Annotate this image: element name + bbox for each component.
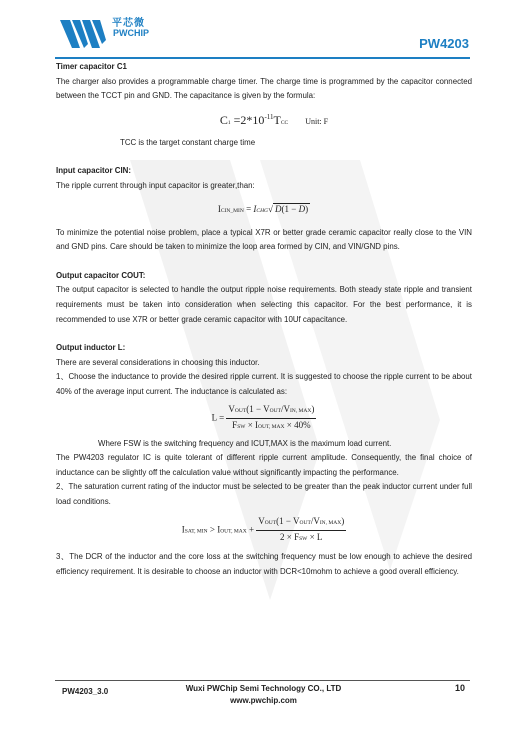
inductor-item-2: 2、The saturation current rating of the inductor must be selected to be greater than the peak inductor current under full load conditions. bbox=[56, 482, 472, 506]
header-divider bbox=[55, 57, 470, 59]
timer-body: The charger also provides a programmable charge timer. The charge time is programmed by the capacitor connected between the TCCT pin and GND. The capacitance is given by the formula: bbox=[56, 76, 472, 101]
logo-chinese-text: 平芯微 bbox=[112, 18, 145, 29]
timer-heading: Timer capacitor C1 bbox=[56, 62, 127, 71]
input-cap-intro: The ripple current through input capacitor is greater,than: bbox=[56, 180, 255, 190]
inductor-intro: There are several considerations in choosing this inductor. bbox=[56, 357, 260, 367]
inductor-item-1: 1、Choose the inductance to provide the desired ripple current. It is suggested to choose the ripple current to be about 40% of the average input current. The inductance is calculated as: bbox=[56, 372, 472, 396]
footer-website[interactable]: www.pwchip.com bbox=[230, 696, 297, 705]
footer-doc-id: PW4203_3.0 bbox=[62, 687, 109, 696]
logo-english-text: PWCHIP bbox=[113, 28, 149, 38]
footer-divider bbox=[55, 680, 470, 681]
output-cap-body: The output capacitor is selected to handle the output ripple noise requirements. Both steady state ripple and transient requirements must be taken into consideration when selecting this capacitor. For the best performance, it is recommended to use X7R or better grade ceramic capacitor with 10Uf capacitance. bbox=[56, 285, 472, 324]
inductance-formula: L = $\frac{\text{VOUT(1 − VOUT/VIN, MAX)}}{\text{FSW × IOUT, MAX × 40\%}}$ bbox=[211, 403, 315, 430]
inductor-tolerance: The PW4203 regulator IC is quite tolerant of different ripple current amplitude. Consequently, the final choice of inductance can be slightly off the calculation value without significantly impacting the performance. bbox=[56, 453, 472, 477]
page-header bbox=[0, 0, 527, 58]
inductor-where: Where FSW is the switching frequency and ICUT,MAX is the maximum load current. bbox=[98, 438, 392, 448]
cin-ripple-formula: ICIN_MIN = ICHG√ D(1 − D) bbox=[217, 203, 309, 214]
timer-note: TCC is the target constant charge time bbox=[120, 137, 256, 147]
part-number: PW4203 bbox=[419, 36, 469, 51]
footer-company bbox=[0, 683, 527, 707]
input-cap-heading: Input capacitor CIN: bbox=[56, 166, 131, 176]
timer-formula: $C1 =2*10^{-11}TCC$ Unit: F bbox=[219, 112, 329, 127]
inductor-heading: Output inductor L: bbox=[56, 343, 126, 353]
saturation-current-formula: ISAT, MIN > IOUT, MAX + $\frac{\text{VOUT(1 − VOUT/VIN, MAX)}}{\text{2 × FSW × L}}$ bbox=[181, 516, 345, 543]
formula-unit: Unit: F bbox=[305, 116, 329, 126]
footer-page-number: 10 bbox=[455, 683, 466, 693]
page-content bbox=[56, 60, 472, 580]
footer-company-name: Wuxi PWChip Semi Technology CO., LTD bbox=[185, 684, 342, 693]
output-cap-heading: Output capacitor COUT: bbox=[56, 270, 146, 280]
input-cap-body: To minimize the potential noise problem, place a typical X7R or better grade ceramic capacitor really close to the VIN and GND pins. Care should be taken to minimize the loop area formed by CIN, and VIN/GND pins. bbox=[56, 227, 472, 252]
inductor-item-3: 3、The DCR of the inductor and the core loss at the switching frequency must be low enough to achieve the desired efficiency requirement. It is desirable to choose an inductor with DCR<10mohm to achieve a good overall efficiency. bbox=[56, 552, 472, 577]
